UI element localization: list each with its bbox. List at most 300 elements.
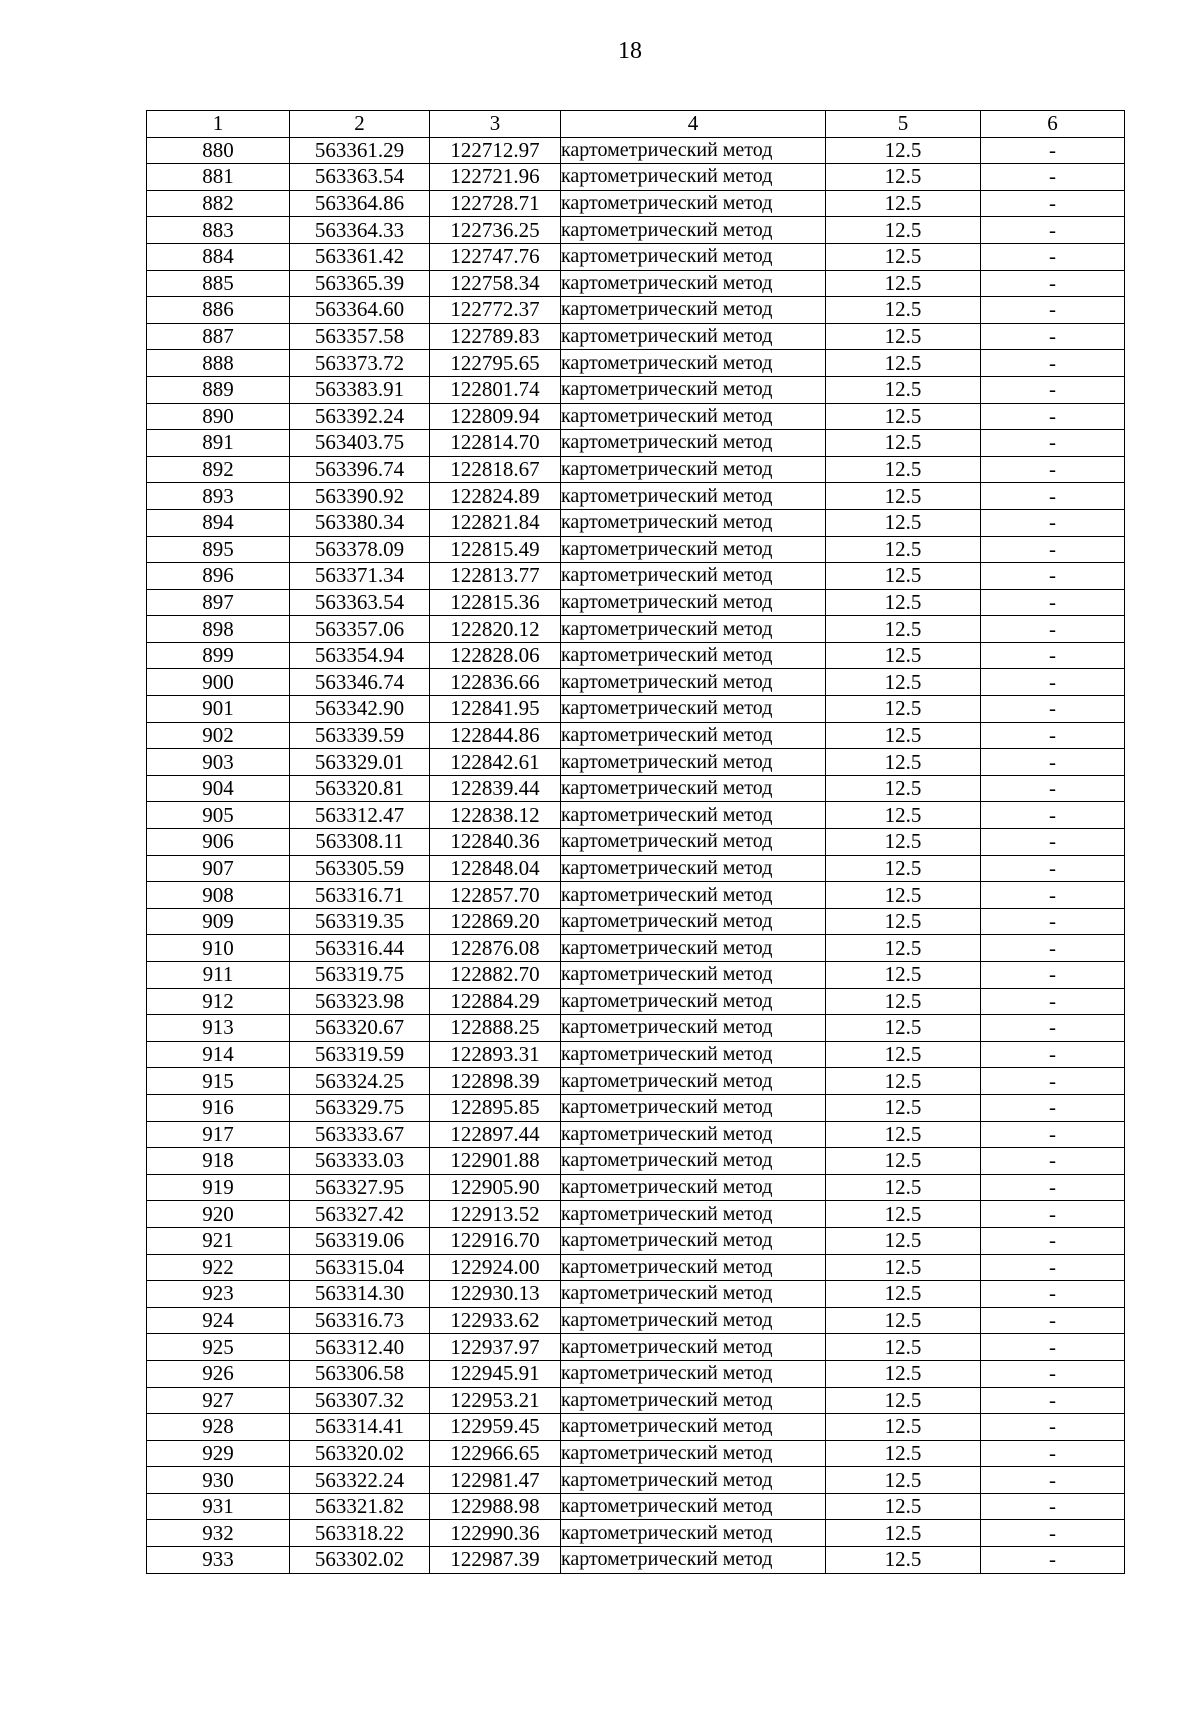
method-cell: картометрический метод <box>561 1174 826 1201</box>
y-coordinate-cell: 122988.98 <box>430 1493 561 1520</box>
description-cell: - <box>981 616 1125 643</box>
description-cell: - <box>981 642 1125 669</box>
accuracy-cell: 12.5 <box>826 775 981 802</box>
method-cell: картометрический метод <box>561 217 826 244</box>
description-cell: - <box>981 297 1125 324</box>
table-row <box>147 1467 1125 1494</box>
method-cell: картометрический метод <box>561 243 826 270</box>
y-coordinate-cell: 122809.94 <box>430 403 561 430</box>
y-coordinate-cell: 122824.89 <box>430 483 561 510</box>
description-cell: - <box>981 483 1125 510</box>
y-coordinate-cell: 122801.74 <box>430 376 561 403</box>
description-cell: - <box>981 323 1125 350</box>
x-coordinate-cell: 563314.30 <box>290 1281 430 1308</box>
x-coordinate-cell: 563319.06 <box>290 1227 430 1254</box>
table-row <box>147 1520 1125 1547</box>
x-coordinate-cell: 563354.94 <box>290 642 430 669</box>
table-row <box>147 563 1125 590</box>
method-cell: картометрический метод <box>561 1307 826 1334</box>
x-coordinate-cell: 563361.42 <box>290 243 430 270</box>
accuracy-cell: 12.5 <box>826 1387 981 1414</box>
accuracy-cell: 12.5 <box>826 1227 981 1254</box>
point-number-cell: 891 <box>147 430 290 457</box>
x-coordinate-cell: 563316.73 <box>290 1307 430 1334</box>
y-coordinate-cell: 122840.36 <box>430 829 561 856</box>
point-number-cell: 928 <box>147 1414 290 1441</box>
table-row <box>147 1493 1125 1520</box>
y-coordinate-cell: 122895.85 <box>430 1094 561 1121</box>
y-coordinate-cell: 122721.96 <box>430 164 561 191</box>
point-number-cell: 904 <box>147 775 290 802</box>
table-row <box>147 1174 1125 1201</box>
y-coordinate-cell: 122838.12 <box>430 802 561 829</box>
y-coordinate-cell: 122930.13 <box>430 1281 561 1308</box>
x-coordinate-cell: 563357.06 <box>290 616 430 643</box>
y-coordinate-cell: 122953.21 <box>430 1387 561 1414</box>
y-coordinate-cell: 122736.25 <box>430 217 561 244</box>
table-row <box>147 855 1125 882</box>
table-row <box>147 669 1125 696</box>
point-number-cell: 893 <box>147 483 290 510</box>
table-row <box>147 483 1125 510</box>
point-number-cell: 886 <box>147 297 290 324</box>
accuracy-cell: 12.5 <box>826 829 981 856</box>
x-coordinate-cell: 563363.54 <box>290 589 430 616</box>
y-coordinate-cell: 122913.52 <box>430 1201 561 1228</box>
method-cell: картометрический метод <box>561 935 826 962</box>
point-number-cell: 933 <box>147 1547 290 1574</box>
point-number-cell: 919 <box>147 1174 290 1201</box>
x-coordinate-cell: 563339.59 <box>290 722 430 749</box>
point-number-cell: 901 <box>147 696 290 723</box>
point-number-cell: 923 <box>147 1281 290 1308</box>
table-row <box>147 376 1125 403</box>
x-coordinate-cell: 563361.29 <box>290 137 430 164</box>
table-row <box>147 1094 1125 1121</box>
y-coordinate-cell: 122841.95 <box>430 696 561 723</box>
description-cell: - <box>981 882 1125 909</box>
point-number-cell: 909 <box>147 908 290 935</box>
x-coordinate-cell: 563315.04 <box>290 1254 430 1281</box>
point-number-cell: 921 <box>147 1227 290 1254</box>
table-row <box>147 323 1125 350</box>
method-cell: картометрический метод <box>561 137 826 164</box>
x-coordinate-cell: 563373.72 <box>290 350 430 377</box>
method-cell: картометрический метод <box>561 1094 826 1121</box>
accuracy-cell: 12.5 <box>826 297 981 324</box>
accuracy-cell: 12.5 <box>826 1201 981 1228</box>
table-row <box>147 882 1125 909</box>
table-row <box>147 403 1125 430</box>
table-row <box>147 642 1125 669</box>
description-cell: - <box>981 1493 1125 1520</box>
method-cell: картометрический метод <box>561 722 826 749</box>
table-row <box>147 696 1125 723</box>
accuracy-cell: 12.5 <box>826 616 981 643</box>
x-coordinate-cell: 563324.25 <box>290 1068 430 1095</box>
x-coordinate-cell: 563318.22 <box>290 1520 430 1547</box>
y-coordinate-cell: 122815.49 <box>430 536 561 563</box>
x-coordinate-cell: 563316.44 <box>290 935 430 962</box>
point-number-cell: 912 <box>147 988 290 1015</box>
point-number-cell: 913 <box>147 1015 290 1042</box>
accuracy-cell: 12.5 <box>826 1520 981 1547</box>
x-coordinate-cell: 563327.95 <box>290 1174 430 1201</box>
table-row <box>147 1414 1125 1441</box>
x-coordinate-cell: 563333.67 <box>290 1121 430 1148</box>
description-cell: - <box>981 1094 1125 1121</box>
accuracy-cell: 12.5 <box>826 988 981 1015</box>
table-row <box>147 775 1125 802</box>
description-cell: - <box>981 376 1125 403</box>
accuracy-cell: 12.5 <box>826 882 981 909</box>
table-row <box>147 1360 1125 1387</box>
y-coordinate-cell: 122795.65 <box>430 350 561 377</box>
accuracy-cell: 12.5 <box>826 935 981 962</box>
method-cell: картометрический метод <box>561 1015 826 1042</box>
x-coordinate-cell: 563320.81 <box>290 775 430 802</box>
x-coordinate-cell: 563323.98 <box>290 988 430 1015</box>
y-coordinate-cell: 122836.66 <box>430 669 561 696</box>
table-row <box>147 1015 1125 1042</box>
x-coordinate-cell: 563333.03 <box>290 1148 430 1175</box>
point-number-cell: 899 <box>147 642 290 669</box>
description-cell: - <box>981 988 1125 1015</box>
y-coordinate-cell: 122869.20 <box>430 908 561 935</box>
y-coordinate-cell: 122789.83 <box>430 323 561 350</box>
table-body <box>147 137 1125 1573</box>
point-number-cell: 903 <box>147 749 290 776</box>
accuracy-cell: 12.5 <box>826 536 981 563</box>
point-number-cell: 880 <box>147 137 290 164</box>
method-cell: картометрический метод <box>561 563 826 590</box>
point-number-cell: 932 <box>147 1520 290 1547</box>
x-coordinate-cell: 563329.01 <box>290 749 430 776</box>
accuracy-cell: 12.5 <box>826 802 981 829</box>
table-row <box>147 829 1125 856</box>
method-cell: картометрический метод <box>561 323 826 350</box>
accuracy-cell: 12.5 <box>826 1254 981 1281</box>
x-coordinate-cell: 563390.92 <box>290 483 430 510</box>
table-row <box>147 243 1125 270</box>
description-cell: - <box>981 1360 1125 1387</box>
accuracy-cell: 12.5 <box>826 1334 981 1361</box>
table-row <box>147 536 1125 563</box>
description-cell: - <box>981 1387 1125 1414</box>
method-cell: картометрический метод <box>561 1387 826 1414</box>
method-cell: картометрический метод <box>561 270 826 297</box>
x-coordinate-cell: 563302.02 <box>290 1547 430 1574</box>
description-cell: - <box>981 1201 1125 1228</box>
y-coordinate-cell: 122839.44 <box>430 775 561 802</box>
description-cell: - <box>981 696 1125 723</box>
point-number-cell: 927 <box>147 1387 290 1414</box>
point-number-cell: 916 <box>147 1094 290 1121</box>
x-coordinate-cell: 563308.11 <box>290 829 430 856</box>
y-coordinate-cell: 122821.84 <box>430 509 561 536</box>
x-coordinate-cell: 563371.34 <box>290 563 430 590</box>
y-coordinate-cell: 122916.70 <box>430 1227 561 1254</box>
point-number-cell: 930 <box>147 1467 290 1494</box>
y-coordinate-cell: 122876.08 <box>430 935 561 962</box>
accuracy-cell: 12.5 <box>826 190 981 217</box>
x-coordinate-cell: 563364.60 <box>290 297 430 324</box>
column-header-5: 5 <box>826 111 981 138</box>
y-coordinate-cell: 122758.34 <box>430 270 561 297</box>
y-coordinate-cell: 122966.65 <box>430 1440 561 1467</box>
point-number-cell: 887 <box>147 323 290 350</box>
x-coordinate-cell: 563312.47 <box>290 802 430 829</box>
description-cell: - <box>981 1174 1125 1201</box>
description-cell: - <box>981 137 1125 164</box>
table-row <box>147 1307 1125 1334</box>
table-row <box>147 749 1125 776</box>
point-number-cell: 881 <box>147 164 290 191</box>
y-coordinate-cell: 122813.77 <box>430 563 561 590</box>
y-coordinate-cell: 122848.04 <box>430 855 561 882</box>
y-coordinate-cell: 122937.97 <box>430 1334 561 1361</box>
point-number-cell: 900 <box>147 669 290 696</box>
method-cell: картометрический метод <box>561 1227 826 1254</box>
accuracy-cell: 12.5 <box>826 483 981 510</box>
y-coordinate-cell: 122905.90 <box>430 1174 561 1201</box>
accuracy-cell: 12.5 <box>826 509 981 536</box>
accuracy-cell: 12.5 <box>826 1068 981 1095</box>
x-coordinate-cell: 563319.75 <box>290 962 430 989</box>
method-cell: картометрический метод <box>561 775 826 802</box>
table-row <box>147 217 1125 244</box>
point-number-cell: 920 <box>147 1201 290 1228</box>
method-cell: картометрический метод <box>561 589 826 616</box>
table-row <box>147 297 1125 324</box>
accuracy-cell: 12.5 <box>826 243 981 270</box>
description-cell: - <box>981 456 1125 483</box>
table-row <box>147 1201 1125 1228</box>
method-cell: картометрический метод <box>561 1041 826 1068</box>
table-row <box>147 1387 1125 1414</box>
description-cell: - <box>981 802 1125 829</box>
y-coordinate-cell: 122888.25 <box>430 1015 561 1042</box>
point-number-cell: 884 <box>147 243 290 270</box>
method-cell: картометрический метод <box>561 164 826 191</box>
accuracy-cell: 12.5 <box>826 1174 981 1201</box>
x-coordinate-cell: 563329.75 <box>290 1094 430 1121</box>
method-cell: картометрический метод <box>561 802 826 829</box>
y-coordinate-cell: 122893.31 <box>430 1041 561 1068</box>
description-cell: - <box>981 509 1125 536</box>
table-row <box>147 1281 1125 1308</box>
point-number-cell: 892 <box>147 456 290 483</box>
table-row <box>147 1068 1125 1095</box>
x-coordinate-cell: 563307.32 <box>290 1387 430 1414</box>
description-cell: - <box>981 430 1125 457</box>
accuracy-cell: 12.5 <box>826 642 981 669</box>
description-cell: - <box>981 1414 1125 1441</box>
method-cell: картометрический метод <box>561 1493 826 1520</box>
table-row <box>147 1148 1125 1175</box>
table-row <box>147 1227 1125 1254</box>
y-coordinate-cell: 122897.44 <box>430 1121 561 1148</box>
x-coordinate-cell: 563319.35 <box>290 908 430 935</box>
accuracy-cell: 12.5 <box>826 1414 981 1441</box>
point-number-cell: 914 <box>147 1041 290 1068</box>
description-cell: - <box>981 1520 1125 1547</box>
point-number-cell: 895 <box>147 536 290 563</box>
point-number-cell: 896 <box>147 563 290 590</box>
point-number-cell: 929 <box>147 1440 290 1467</box>
accuracy-cell: 12.5 <box>826 1307 981 1334</box>
table-row <box>147 988 1125 1015</box>
description-cell: - <box>981 829 1125 856</box>
column-header-2: 2 <box>290 111 430 138</box>
x-coordinate-cell: 563364.86 <box>290 190 430 217</box>
point-number-cell: 924 <box>147 1307 290 1334</box>
accuracy-cell: 12.5 <box>826 749 981 776</box>
method-cell: картометрический метод <box>561 642 826 669</box>
x-coordinate-cell: 563314.41 <box>290 1414 430 1441</box>
description-cell: - <box>981 1121 1125 1148</box>
accuracy-cell: 12.5 <box>826 669 981 696</box>
point-number-cell: 926 <box>147 1360 290 1387</box>
accuracy-cell: 12.5 <box>826 323 981 350</box>
x-coordinate-cell: 563322.24 <box>290 1467 430 1494</box>
method-cell: картометрический метод <box>561 829 826 856</box>
y-coordinate-cell: 122815.36 <box>430 589 561 616</box>
point-number-cell: 898 <box>147 616 290 643</box>
point-number-cell: 882 <box>147 190 290 217</box>
y-coordinate-cell: 122882.70 <box>430 962 561 989</box>
method-cell: картометрический метод <box>561 509 826 536</box>
description-cell: - <box>981 243 1125 270</box>
method-cell: картометрический метод <box>561 376 826 403</box>
description-cell: - <box>981 403 1125 430</box>
table-row <box>147 1041 1125 1068</box>
description-cell: - <box>981 1440 1125 1467</box>
y-coordinate-cell: 122857.70 <box>430 882 561 909</box>
x-coordinate-cell: 563365.39 <box>290 270 430 297</box>
method-cell: картометрический метод <box>561 749 826 776</box>
method-cell: картометрический метод <box>561 1201 826 1228</box>
description-cell: - <box>981 563 1125 590</box>
description-cell: - <box>981 775 1125 802</box>
method-cell: картометрический метод <box>561 1068 826 1095</box>
method-cell: картометрический метод <box>561 1334 826 1361</box>
x-coordinate-cell: 563392.24 <box>290 403 430 430</box>
table-header <box>147 111 1125 138</box>
y-coordinate-cell: 122981.47 <box>430 1467 561 1494</box>
coordinates-table <box>146 110 1125 1574</box>
point-number-cell: 915 <box>147 1068 290 1095</box>
description-cell: - <box>981 164 1125 191</box>
method-cell: картометрический метод <box>561 483 826 510</box>
description-cell: - <box>981 350 1125 377</box>
x-coordinate-cell: 563306.58 <box>290 1360 430 1387</box>
accuracy-cell: 12.5 <box>826 1121 981 1148</box>
description-cell: - <box>981 908 1125 935</box>
method-cell: картометрический метод <box>561 1121 826 1148</box>
method-cell: картометрический метод <box>561 536 826 563</box>
y-coordinate-cell: 122945.91 <box>430 1360 561 1387</box>
point-number-cell: 908 <box>147 882 290 909</box>
accuracy-cell: 12.5 <box>826 1360 981 1387</box>
method-cell: картометрический метод <box>561 1440 826 1467</box>
description-cell: - <box>981 1307 1125 1334</box>
description-cell: - <box>981 935 1125 962</box>
method-cell: картометрический метод <box>561 1467 826 1494</box>
y-coordinate-cell: 122901.88 <box>430 1148 561 1175</box>
accuracy-cell: 12.5 <box>826 908 981 935</box>
accuracy-cell: 12.5 <box>826 1094 981 1121</box>
point-number-cell: 889 <box>147 376 290 403</box>
y-coordinate-cell: 122987.39 <box>430 1547 561 1574</box>
method-cell: картометрический метод <box>561 1547 826 1574</box>
table-row <box>147 589 1125 616</box>
y-coordinate-cell: 122814.70 <box>430 430 561 457</box>
y-coordinate-cell: 122747.76 <box>430 243 561 270</box>
method-cell: картометрический метод <box>561 616 826 643</box>
table-row <box>147 1254 1125 1281</box>
table-row <box>147 509 1125 536</box>
method-cell: картометрический метод <box>561 1281 826 1308</box>
method-cell: картометрический метод <box>561 297 826 324</box>
point-number-cell: 888 <box>147 350 290 377</box>
table-row <box>147 350 1125 377</box>
y-coordinate-cell: 122884.29 <box>430 988 561 1015</box>
description-cell: - <box>981 1254 1125 1281</box>
point-number-cell: 885 <box>147 270 290 297</box>
x-coordinate-cell: 563346.74 <box>290 669 430 696</box>
x-coordinate-cell: 563357.58 <box>290 323 430 350</box>
accuracy-cell: 12.5 <box>826 376 981 403</box>
point-number-cell: 918 <box>147 1148 290 1175</box>
point-number-cell: 905 <box>147 802 290 829</box>
method-cell: картометрический метод <box>561 430 826 457</box>
accuracy-cell: 12.5 <box>826 430 981 457</box>
accuracy-cell: 12.5 <box>826 137 981 164</box>
description-cell: - <box>981 536 1125 563</box>
point-number-cell: 902 <box>147 722 290 749</box>
table-row <box>147 1440 1125 1467</box>
accuracy-cell: 12.5 <box>826 403 981 430</box>
y-coordinate-cell: 122842.61 <box>430 749 561 776</box>
table-row <box>147 1121 1125 1148</box>
point-number-cell: 925 <box>147 1334 290 1361</box>
description-cell: - <box>981 589 1125 616</box>
x-coordinate-cell: 563342.90 <box>290 696 430 723</box>
method-cell: картометрический метод <box>561 962 826 989</box>
method-cell: картометрический метод <box>561 882 826 909</box>
y-coordinate-cell: 122924.00 <box>430 1254 561 1281</box>
x-coordinate-cell: 563305.59 <box>290 855 430 882</box>
x-coordinate-cell: 563316.71 <box>290 882 430 909</box>
column-header-1: 1 <box>147 111 290 138</box>
header-row <box>147 111 1125 138</box>
table-row <box>147 722 1125 749</box>
y-coordinate-cell: 122990.36 <box>430 1520 561 1547</box>
description-cell: - <box>981 669 1125 696</box>
description-cell: - <box>981 1148 1125 1175</box>
accuracy-cell: 12.5 <box>826 1281 981 1308</box>
column-header-4: 4 <box>561 111 826 138</box>
y-coordinate-cell: 122933.62 <box>430 1307 561 1334</box>
method-cell: картометрический метод <box>561 1254 826 1281</box>
accuracy-cell: 12.5 <box>826 350 981 377</box>
point-number-cell: 917 <box>147 1121 290 1148</box>
method-cell: картометрический метод <box>561 908 826 935</box>
x-coordinate-cell: 563383.91 <box>290 376 430 403</box>
x-coordinate-cell: 563403.75 <box>290 430 430 457</box>
y-coordinate-cell: 122820.12 <box>430 616 561 643</box>
